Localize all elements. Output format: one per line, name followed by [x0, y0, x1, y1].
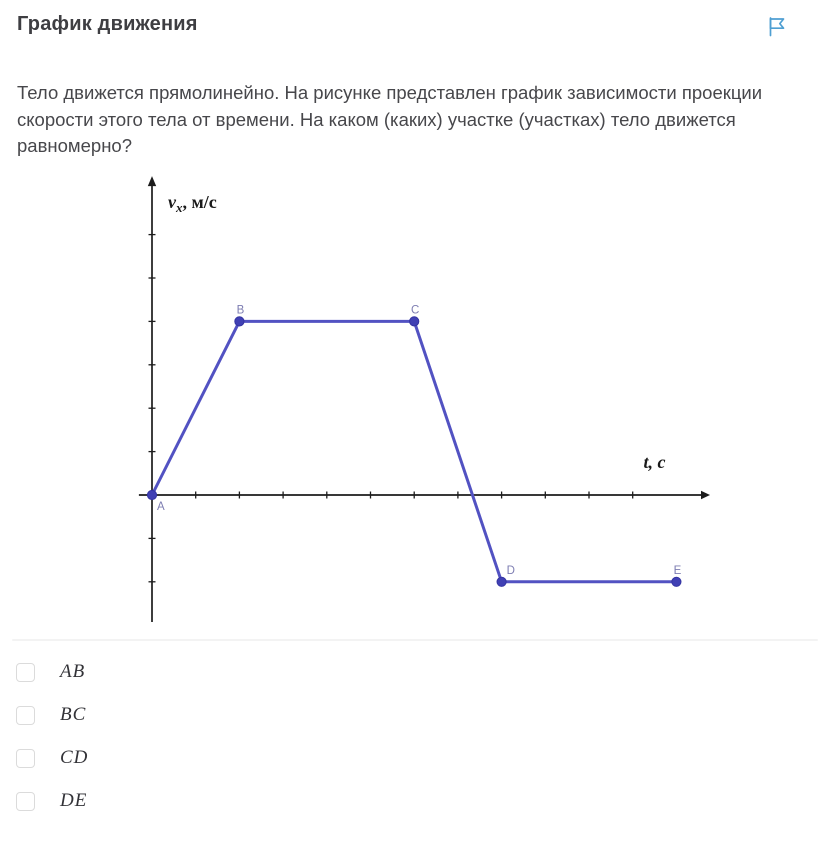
point-E [672, 577, 681, 586]
point-label-A: A [157, 501, 165, 513]
flag-icon [766, 15, 788, 37]
answer-option-ab[interactable] [16, 662, 416, 682]
x-axis-label: t, c [643, 452, 666, 472]
answer-label-bc: BC [60, 704, 87, 725]
velocity-time-chart [130, 172, 710, 622]
flag-button[interactable] [763, 13, 791, 41]
point-label-E: E [673, 564, 682, 577]
answer-option-bc[interactable] [16, 705, 416, 725]
y-axis-label: $v_x$, м/с [168, 192, 217, 216]
question-line: Тело движется прямолинейно. На рисунке представлен график зависимости проекции [17, 82, 763, 103]
point-D [497, 577, 506, 586]
answer-options [16, 662, 416, 834]
checkbox-de[interactable] [16, 792, 35, 811]
answer-option-de[interactable] [16, 791, 416, 811]
checkbox-cd[interactable] [16, 749, 35, 768]
answer-label-de: DE [60, 790, 88, 811]
answer-label-cd: CD [60, 747, 89, 768]
point-label-C: C [411, 304, 420, 317]
point-label-B: B [236, 304, 245, 317]
question-line: равномерно? [17, 135, 133, 156]
point-A [147, 490, 156, 499]
checkbox-ab[interactable] [16, 663, 35, 682]
question-text [17, 80, 817, 160]
y-axis-arrow [148, 176, 156, 186]
point-C [410, 317, 419, 326]
page-title: График движения [17, 13, 198, 35]
answer-option-cd[interactable] [16, 748, 416, 768]
answer-label-ab: AB [60, 661, 86, 682]
question-line: скорости этого тела от времени. На каком (каких) участке (участках) тело движется [17, 108, 736, 130]
x-axis-arrow [701, 491, 710, 499]
section-divider [12, 639, 818, 641]
point-label-D: D [506, 564, 515, 577]
checkbox-bc[interactable] [16, 706, 35, 725]
chart-area [130, 172, 710, 622]
graph-polyline [152, 321, 676, 581]
point-B [235, 317, 244, 326]
